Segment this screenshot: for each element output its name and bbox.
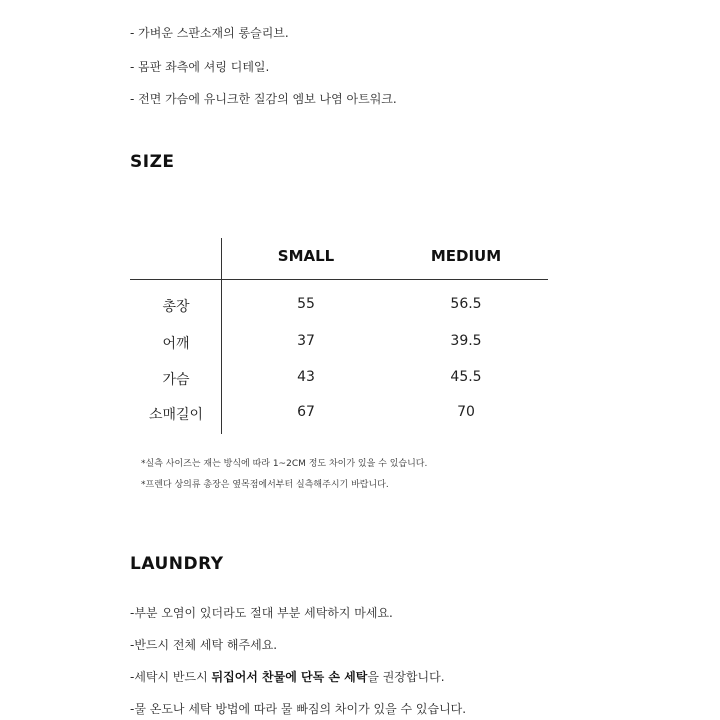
laundry-heading: LAUNDRY (130, 554, 224, 574)
cell-shoulder-medium: 39.5 (450, 333, 482, 349)
laundry-line-3-tail: 을 권장합니다. (367, 670, 445, 684)
cell-chest-small: 43 (297, 369, 315, 385)
laundry-line-4 (130, 702, 466, 716)
row-label-chest: 가슴 (162, 372, 190, 388)
cell-length-small: 55 (297, 296, 315, 312)
laundry-line-3 (130, 670, 445, 684)
laundry-line-1 (130, 606, 393, 620)
cell-shoulder-small: 37 (297, 333, 315, 349)
cell-sleeve-medium: 70 (457, 404, 475, 420)
laundry-line-3-emphasis: 뒤집어서 찬물에 단독 손 세탁 (211, 670, 368, 684)
cell-sleeve-small: 67 (297, 404, 315, 420)
size-heading: SIZE (130, 152, 175, 172)
row-label-length: 총장 (162, 299, 190, 315)
detail-line-1: - 가벼운 스판소재의 롱슬리브. (130, 26, 289, 40)
column-header-medium: MEDIUM (430, 247, 502, 265)
detail-line-3: - 전면 가슴에 유니크한 질감의 엠보 나염 아트워크. (130, 92, 397, 106)
size-note-2: *프렌다 상의류 총장은 옆목점에서부터 실측해주시기 바랍니다. (141, 480, 389, 490)
table-horizontal-divider (130, 279, 548, 280)
laundry-line-1-text: -부분 오염이 있더라도 절대 부분 세탁하지 마세요. (130, 606, 393, 620)
row-label-sleeve: 소매길이 (148, 407, 204, 423)
row-label-shoulder: 어깨 (162, 336, 190, 352)
column-header-small: SMALL (277, 247, 335, 265)
laundry-line-2 (130, 638, 277, 652)
size-note-1: *실측 사이즈는 재는 방식에 따라 1~2CM 정도 차이가 있을 수 있습니다. (141, 459, 428, 469)
detail-line-2: - 몸판 좌측에 셔링 디테일. (130, 60, 270, 74)
cell-length-medium: 56.5 (450, 296, 482, 312)
laundry-line-4-text: -물 온도나 세탁 방법에 따라 물 빠짐의 차이가 있을 수 있습니다. (130, 702, 467, 716)
laundry-line-3-text: -세탁시 반드시 (130, 670, 212, 684)
laundry-line-2-text: -반드시 전체 세탁 해주세요. (130, 638, 278, 652)
cell-chest-medium: 45.5 (450, 369, 482, 385)
